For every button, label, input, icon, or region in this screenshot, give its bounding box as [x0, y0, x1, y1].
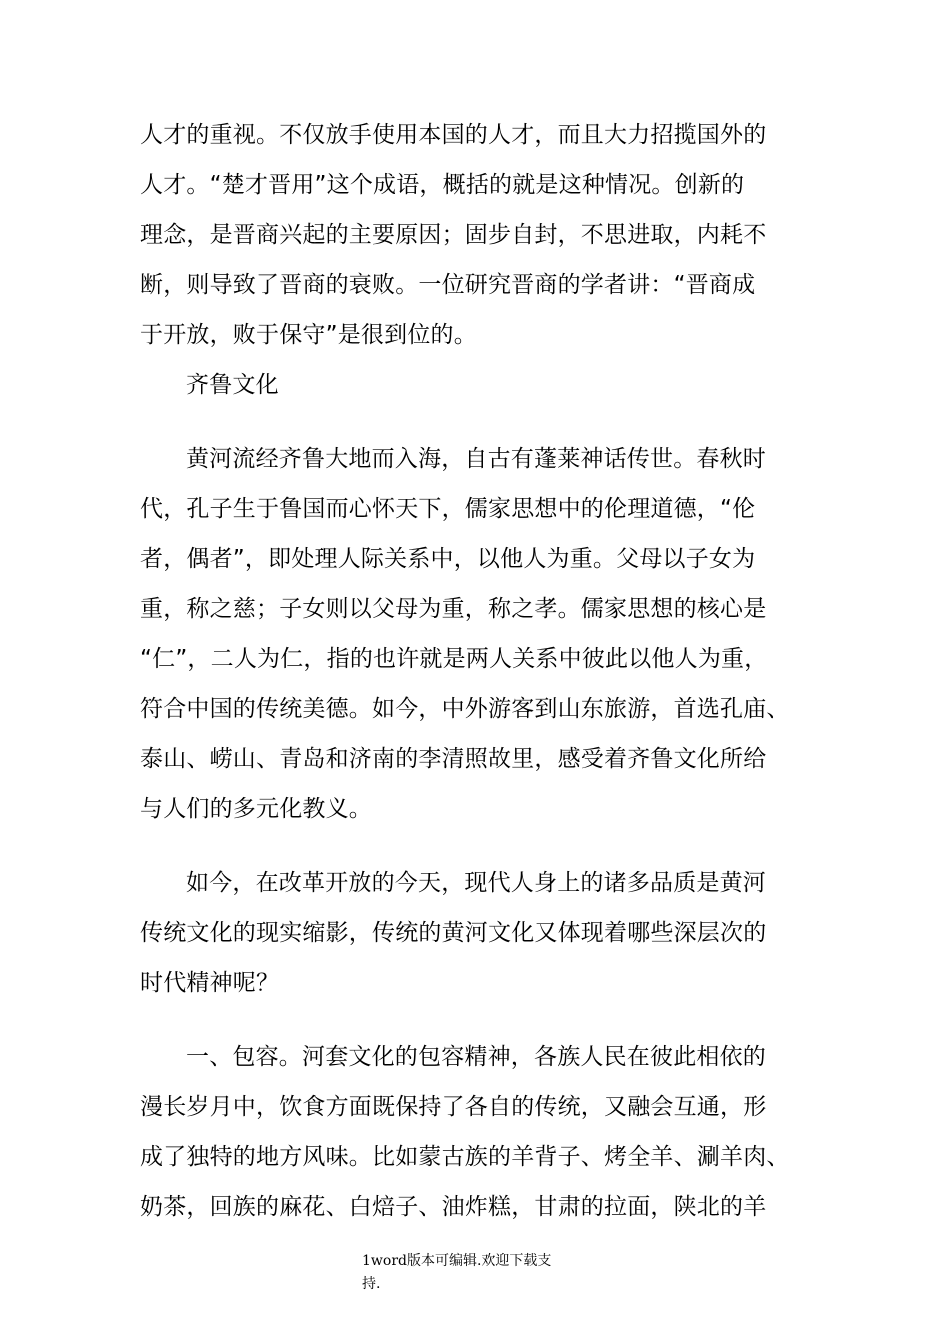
text-line: 成了独特的地方风味。比如蒙古族的羊背子、烤全羊、涮羊肉、 [140, 1144, 790, 1170]
text-line: 漫长岁月中，饮食方面既保持了各自的传统，又融会互通，形 [140, 1094, 767, 1120]
text-line: 于开放，败于保守”是很到位的。 [140, 322, 477, 348]
text-line: “仁”，二人为仁，指的也许就是两人关系中彼此以他人为重， [140, 646, 768, 672]
footer-line: 1word版本可编辑.欢迎下载支 [362, 1253, 552, 1269]
text-line: 时代精神呢？ [140, 970, 280, 996]
paragraph-gap [140, 410, 810, 434]
text-line: 人才。“楚才晋用”这个成语，概括的就是这种情况。创新的 [140, 172, 745, 198]
text-line: 断，则导致了晋商的衰败。一位研究晋商的学者讲：“晋商成 [140, 272, 756, 298]
text-line: 代，孔子生于鲁国而心怀天下，儒家思想中的伦理道德，“伦 [140, 496, 756, 522]
text-line: 重，称之慈；子女则以父母为重，称之孝。儒家思想的核心是 [140, 596, 767, 622]
paragraph-gap [140, 1008, 810, 1032]
text-line: 与人们的多元化教义。 [140, 796, 372, 822]
section-heading-qilu: 齐鲁文化 [186, 372, 279, 398]
text-line: 一、包容。河套文化的包容精神，各族人民在彼此相依的 [186, 1044, 766, 1070]
text-line: 黄河流经齐鲁大地而入海，自古有蓬莱神话传世。春秋时 [186, 446, 766, 472]
paragraph-jinshang-ending [140, 110, 810, 360]
document-body [140, 110, 810, 1232]
footer-line: 持. [362, 1276, 381, 1292]
text-line: 者，偶者”，即处理人际关系中，以他人为重。父母以子女为 [140, 546, 756, 572]
paragraph-modern-spirit [140, 858, 810, 1008]
paragraph-qilu [140, 434, 810, 834]
text-line: 奶茶，回族的麻花、白焙子、油炸糕，甘肃的拉面，陕北的羊 [140, 1194, 767, 1220]
text-line: 符合中国的传统美德。如今，中外游客到山东旅游，首选孔庙、 [140, 696, 790, 722]
text-line: 理念，是晋商兴起的主要原因；固步自封，不思进取，内耗不 [140, 222, 767, 248]
text-line: 泰山、崂山、青岛和济南的李清照故里，感受着齐鲁文化所给 [140, 746, 767, 772]
page-footer [362, 1250, 602, 1296]
text-line: 人才的重视。不仅放手使用本国的人才，而且大力招揽国外的 [140, 122, 767, 148]
text-line: 传统文化的现实缩影，传统的黄河文化又体现着哪些深层次的 [140, 920, 767, 946]
paragraph-inclusiveness [140, 1032, 810, 1232]
text-line: 如今，在改革开放的今天，现代人身上的诸多品质是黄河 [186, 870, 766, 896]
paragraph-gap [140, 834, 810, 858]
